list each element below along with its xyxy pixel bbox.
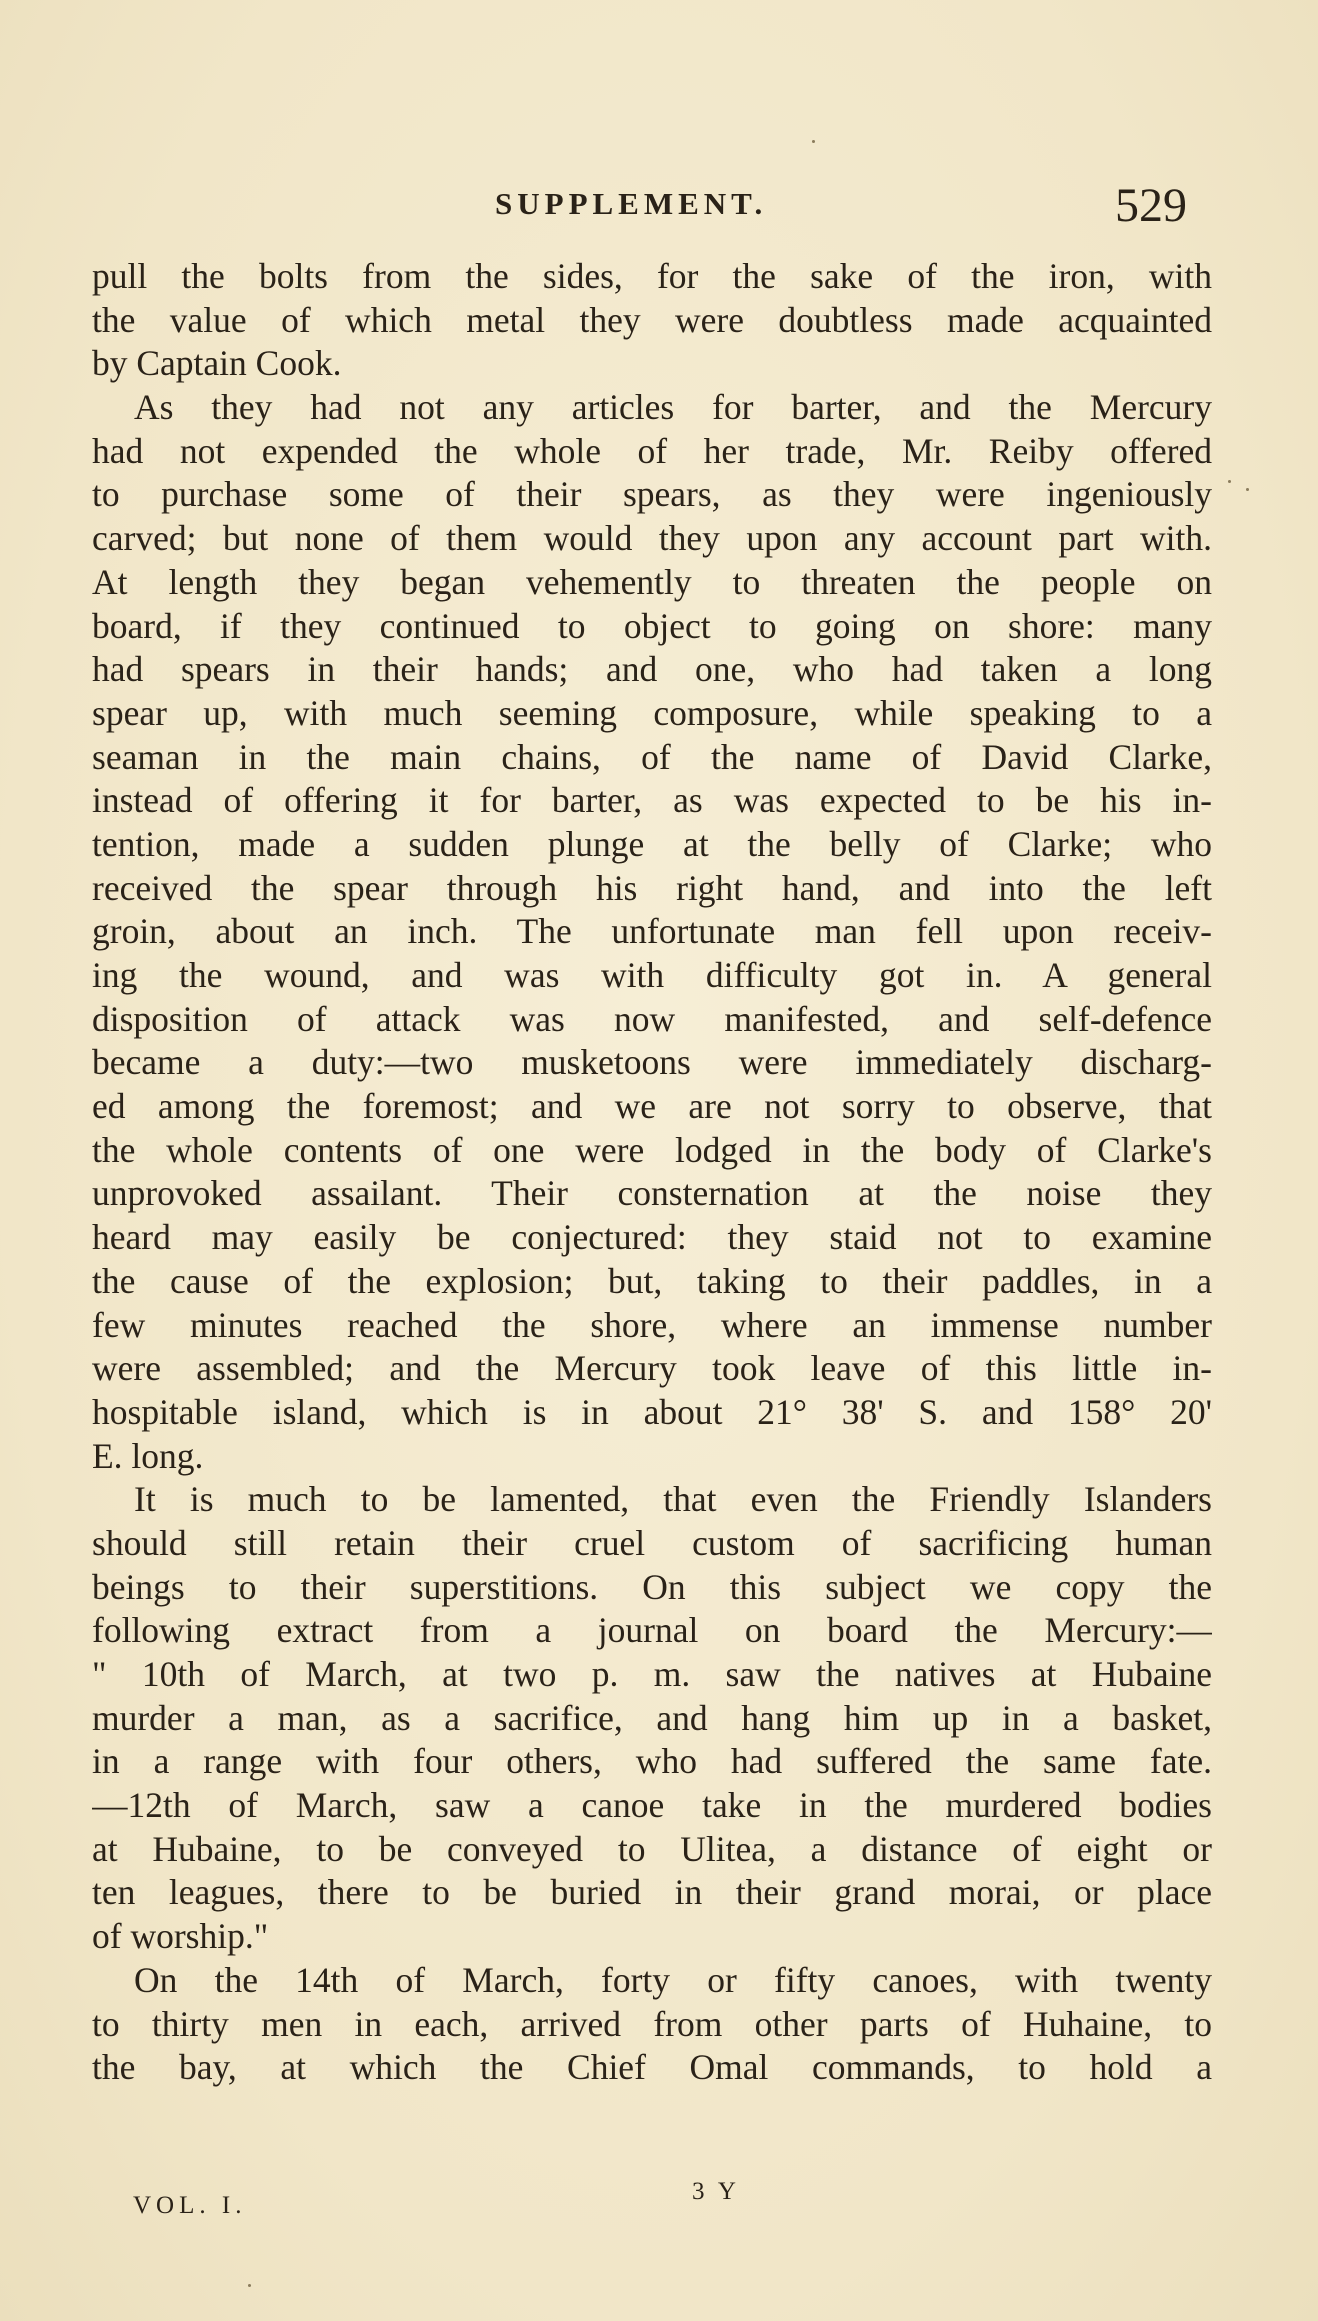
- text-line: —12th of March, saw a canoe take in the murdered bodies: [92, 1785, 1212, 1826]
- body-text: [92, 255, 1212, 2090]
- text-line: E. long.: [92, 1435, 204, 1476]
- text-line: murder a man, as a sacrifice, and hang him up in a basket,: [92, 1697, 1212, 1738]
- text-line: few minutes reached the shore, where an immense number: [92, 1304, 1212, 1345]
- text-line: should still retain their cruel custom of sacrificing human: [92, 1522, 1212, 1563]
- volume-label: VOL. I.: [133, 2192, 247, 2219]
- paper-speck: [812, 140, 815, 143]
- text-line: ten leagues, there to be buried in their grand morai, or place: [92, 1872, 1212, 1913]
- text-line: of worship.": [92, 1916, 269, 1957]
- text-line: disposition of attack was now manifested, and self-defence: [92, 998, 1212, 1039]
- text-line: groin, about an inch. The unfortunate man fell upon receiv-: [92, 911, 1212, 952]
- page-footer: [0, 2178, 1318, 2232]
- text-line: seaman in the main chains, of the name of David Clarke,: [92, 736, 1212, 777]
- text-line: following extract from a journal on board the Mercury:—: [92, 1610, 1212, 1651]
- text-line: received the spear through his right hand, and into the left: [92, 867, 1212, 908]
- text-line: by Captain Cook.: [92, 343, 342, 384]
- text-line: At length they began vehemently to threaten the people on: [92, 561, 1212, 602]
- text-line: to thirty men in each, arrived from other parts of Huhaine, to: [92, 2003, 1212, 2044]
- text-line: had not expended the whole of her trade, Mr. Reiby offered: [92, 430, 1212, 471]
- paper-speck: [1246, 488, 1249, 491]
- text-line: beings to their superstitions. On this subject we copy the: [92, 1566, 1212, 1607]
- text-line: board, if they continued to object to going on shore: many: [92, 605, 1212, 646]
- text-line: had spears in their hands; and one, who had taken a long: [92, 649, 1212, 690]
- text-line: spear up, with much seeming composure, while speaking to a: [92, 692, 1212, 733]
- text-line: unprovoked assailant. Their consternation at the noise they: [92, 1173, 1212, 1214]
- text-line: carved; but none of them would they upon any account part with.: [92, 518, 1212, 559]
- text-line: pull the bolts from the sides, for the sake of the iron, with: [92, 256, 1212, 296]
- page-number: 529: [1115, 179, 1187, 232]
- signature-mark: 3 Y: [692, 2178, 740, 2205]
- text-line: tention, made a sudden plunge at the belly of Clarke; who: [92, 823, 1212, 864]
- text-line: in a range with four others, who had suffered the same fate.: [92, 1741, 1212, 1782]
- text-line: As they had not any articles for barter, and the Mercury: [134, 387, 1212, 428]
- text-line: the whole contents of one were lodged in the body of Clarke's: [92, 1129, 1212, 1170]
- text-line: to purchase some of their spears, as they were ingeniously: [92, 474, 1212, 515]
- text-line: heard may easily be conjectured: they staid not to examine: [92, 1217, 1212, 1258]
- text-line: at Hubaine, to be conveyed to Ulitea, a distance of eight or: [92, 1828, 1212, 1869]
- text-line: instead of offering it for barter, as was expected to be his in-: [92, 780, 1212, 821]
- text-line: ed among the foremost; and we are not sorry to observe, that: [92, 1086, 1212, 1127]
- text-line: " 10th of March, at two p. m. saw the natives at Hubaine: [92, 1654, 1212, 1694]
- text-line: On the 14th of March, forty or fifty canoes, with twenty: [134, 1959, 1212, 2000]
- text-line: It is much to be lamented, that even the Friendly Islanders: [134, 1479, 1212, 1520]
- paper-speck: [1228, 480, 1231, 483]
- text-line: ing the wound, and was with difficulty got in. A general: [92, 955, 1212, 995]
- text-line: the value of which metal they were doubtless made acquainted: [92, 299, 1212, 340]
- text-line: the cause of the explosion; but, taking to their paddles, in a: [92, 1260, 1212, 1301]
- text-line: hospitable island, which is in about 21° 38' S. and 158° 20': [92, 1391, 1212, 1432]
- text-line: the bay, at which the Chief Omal commands, to hold a: [92, 2047, 1212, 2088]
- text-line: were assembled; and the Mercury took leave of this little in-: [92, 1348, 1212, 1389]
- page-header: [0, 178, 1318, 238]
- running-head: SUPPLEMENT.: [495, 186, 768, 221]
- paper-speck: [248, 2284, 251, 2287]
- text-line: became a duty:—two musketoons were immediately discharg-: [92, 1042, 1212, 1083]
